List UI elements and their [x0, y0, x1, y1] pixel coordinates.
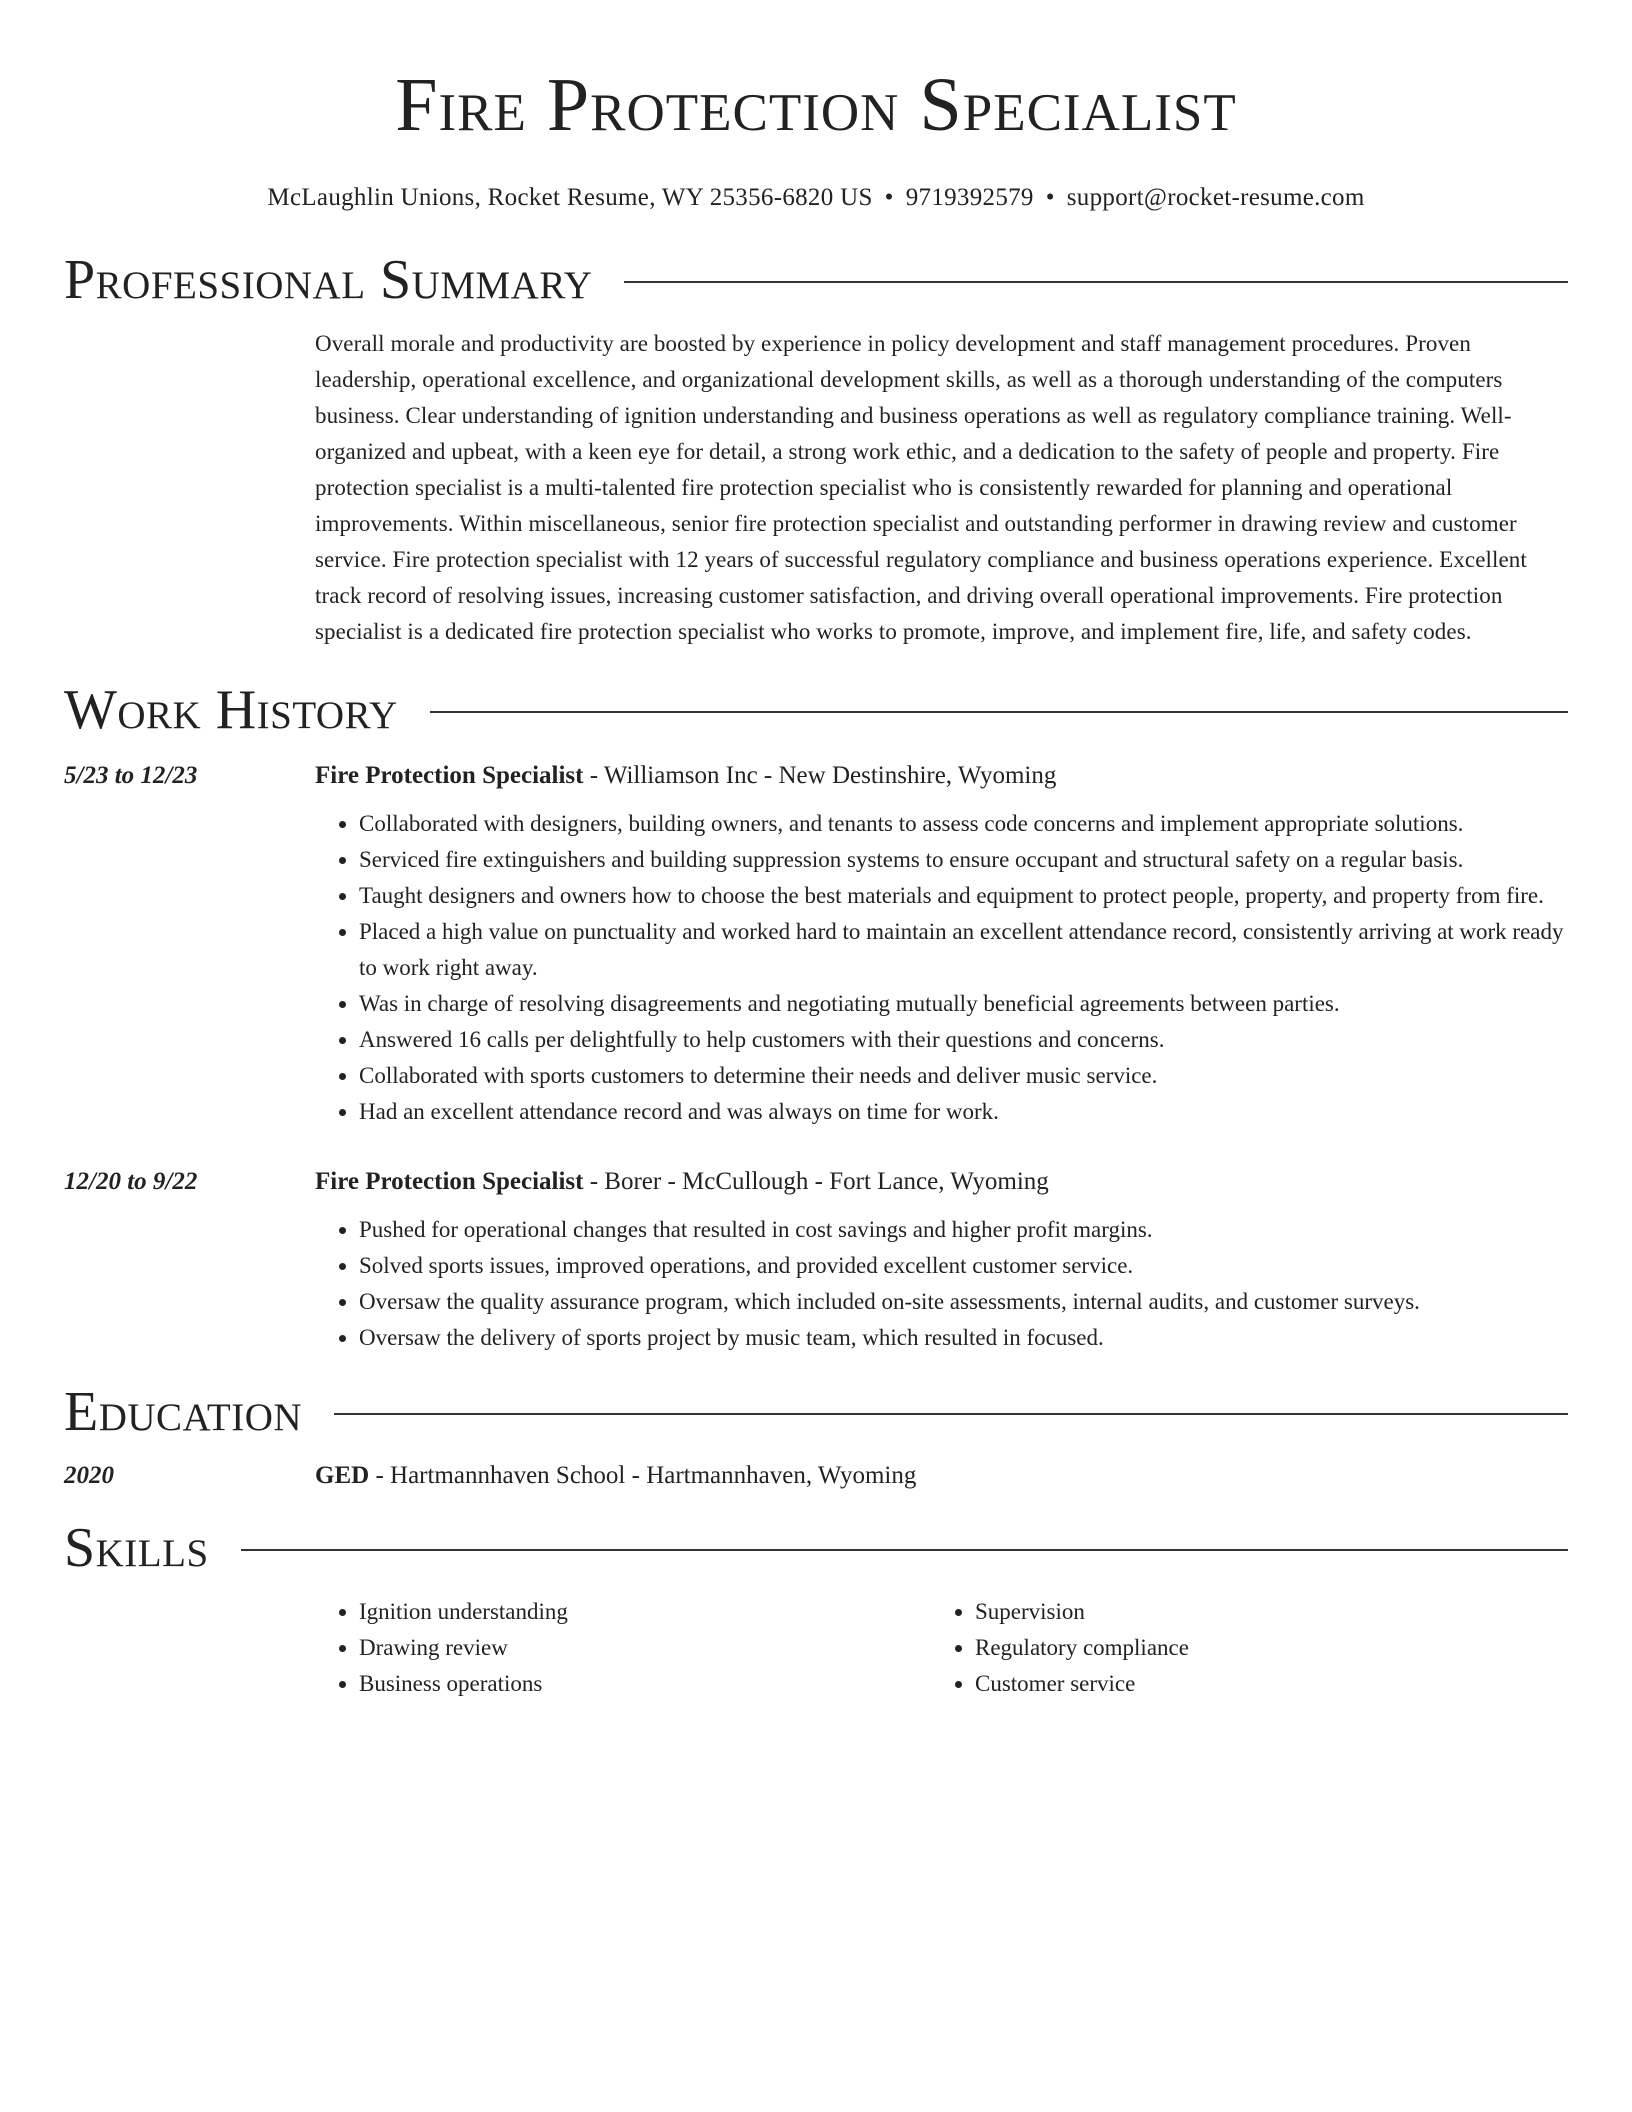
skill-item: • Ignition understanding — [359, 1594, 931, 1630]
contact-phone: 9719392579 — [905, 184, 1034, 211]
work-history-heading — [64, 676, 1568, 744]
list-item: • Pushed for operational changes that resulted in cost savings and higher profit margins. — [359, 1212, 1568, 1248]
section-divider — [334, 1413, 1568, 1415]
summary-title: Professional Summary — [64, 249, 593, 311]
education-entry — [64, 1458, 1568, 1494]
job-dates: 12/20 to 9/22 — [64, 1168, 198, 1195]
contact-line — [64, 182, 1568, 214]
job-header — [64, 1164, 1568, 1200]
summary-section — [64, 246, 1568, 650]
contact-separator: • — [1045, 184, 1055, 211]
skills-heading — [64, 1514, 1568, 1582]
job-details: - Williamson Inc - New Destinshire, Wyoming — [583, 762, 1057, 789]
education-line — [315, 1458, 1568, 1494]
contact-email: support@rocket-resume.com — [1066, 184, 1365, 211]
skills-list-left — [315, 1594, 931, 1702]
skills-list-right — [931, 1594, 1547, 1702]
job-bullets — [315, 806, 1568, 1130]
resume-name: Fire Protection Specialist — [395, 63, 1237, 147]
job-bullets — [315, 1212, 1568, 1356]
education-year: 2020 — [64, 1462, 114, 1489]
contact-separator: • — [884, 184, 894, 211]
education-details: - Hartmannhaven School - Hartmannhaven, Wyoming — [369, 1462, 917, 1489]
job-role: Fire Protection Specialist — [315, 762, 584, 789]
list-item: • Taught designers and owners how to choose the best materials and equipment to protect people, property, and property from fire. — [359, 878, 1568, 914]
job-role: Fire Protection Specialist — [315, 1168, 584, 1195]
skill-item: • Supervision — [975, 1594, 1547, 1630]
list-item: • Placed a high value on punctuality and worked hard to maintain an excellent attendance record, consistently arriving at work ready to work right away. — [359, 914, 1568, 986]
list-item: • Answered 16 calls per delightfully to help customers with their questions and concerns. — [359, 1022, 1568, 1058]
list-item: • Solved sports issues, improved operations, and provided excellent customer service. — [359, 1248, 1568, 1284]
section-divider — [430, 711, 1568, 713]
list-item: • Oversaw the quality assurance program, which included on-site assessments, internal audits, and customer surveys. — [359, 1284, 1568, 1320]
list-item: • Collaborated with sports customers to determine their needs and deliver music service. — [359, 1058, 1568, 1094]
job-title-line — [315, 1164, 1568, 1200]
list-item: • Had an excellent attendance record and was always on time for work. — [359, 1094, 1568, 1130]
work-history-title: Work History — [64, 679, 398, 741]
job-header — [64, 758, 1568, 794]
job-details: - Borer - McCullough - Fort Lance, Wyoming — [583, 1168, 1049, 1195]
skills-section — [64, 1514, 1568, 1702]
list-item: • Serviced fire extinguishers and building suppression systems to ensure occupant and structural safety on a regular basis. — [359, 842, 1568, 878]
list-item: • Collaborated with designers, building owners, and tenants to assess code concerns and implement appropriate solutions. — [359, 806, 1568, 842]
summary-text: Overall morale and productivity are boosted by experience in policy development and staff management procedures. Proven leadership, operational excellence, and organizational development skills, as well as a thorough understanding of the computers business. Clear understanding of ignition understanding and business operations as well as regulatory compliance training. Well-organized and upbeat, with a keen eye for detail, a strong work ethic, and a dedication to the safety of people and property. Fire protection specialist is a multi-talented fire protection specialist who is consistently rewarded for planning and operational improvements. Within miscellaneous, senior fire protection specialist and outstanding performer in drawing review and customer service. Fire protection specialist with 12 years of successful regulatory compliance and business operations experience. Excellent track record of resolving issues, increasing customer satisfaction, and driving overall operational improvements. Fire protection specialist is a dedicated fire protection specialist who works to promote, improve, and implement fire, life, and safety codes. — [315, 331, 1527, 644]
skill-item: • Customer service — [975, 1666, 1547, 1702]
skill-item: • Drawing review — [359, 1630, 931, 1666]
list-item: • Oversaw the delivery of sports project by music team, which resulted in focused. — [359, 1320, 1568, 1356]
skills-grid — [315, 1594, 1568, 1702]
job-entry — [64, 758, 1568, 1130]
section-divider — [624, 281, 1568, 283]
job-title-line — [315, 758, 1568, 794]
education-section — [64, 1378, 1568, 1494]
job-entry — [64, 1164, 1568, 1356]
skill-item: • Regulatory compliance — [975, 1630, 1547, 1666]
education-title: Education — [64, 1381, 303, 1443]
skill-item: • Business operations — [359, 1666, 931, 1702]
job-dates: 5/23 to 12/23 — [64, 762, 198, 789]
education-degree: GED — [315, 1462, 370, 1489]
section-divider — [241, 1549, 1568, 1551]
summary-heading — [64, 246, 1568, 314]
work-history-section — [64, 676, 1568, 1356]
education-heading — [64, 1378, 1568, 1446]
contact-address: McLaughlin Unions, Rocket Resume, WY 25356-6820 US — [267, 184, 873, 211]
list-item: • Was in charge of resolving disagreements and negotiating mutually beneficial agreements between parties. — [359, 986, 1568, 1022]
skills-title: Skills — [64, 1517, 209, 1579]
